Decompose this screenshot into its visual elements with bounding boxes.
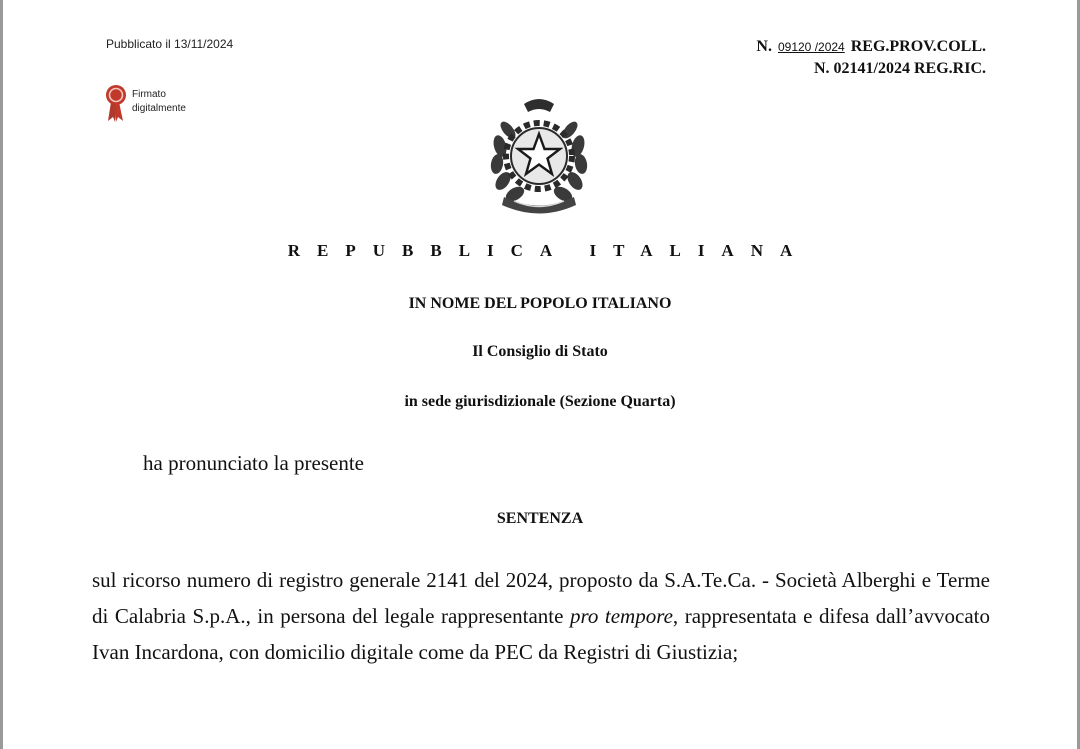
paragraph-italic: pro tempore [569,604,673,628]
digital-signature-badge [104,84,224,124]
reg-prov-line [756,36,986,58]
reg-prefix: N. [756,38,772,55]
paragraph-part-1: sul ricorso numero di registro generale 2141 del 2024, proposto da S.A.Te.Ca. - Società Alberghi e Terme di Calabria S.p.A., in persona del legale rappresentante [92,568,990,628]
registry-numbers [756,36,986,80]
popolo-heading: IN NOME DEL POPOLO ITALIANO [408,295,672,312]
sede-heading: in sede giurisdizionale (Sezione Quarta) [404,393,676,410]
italian-republic-emblem-icon [486,94,592,216]
reg-ric-line: N. 02141/2024 REG.RIC. [813,60,986,77]
ricorso-paragraph [92,562,990,670]
reg-prov-number: 09120 /2024 [777,40,845,54]
pronunciato-text: ha pronunciato la presente [143,451,364,475]
publication-date: Pubblicato il 13/11/2024 [106,37,234,51]
ribbon-seal-icon [104,84,128,124]
consiglio-heading: Il Consiglio di Stato [472,343,608,360]
republic-heading: REPUBBLICA ITALIANA [287,241,810,260]
sentenza-heading: SENTENZA [496,510,584,527]
signature-line-1: Firmato [132,89,166,100]
reg-prov-suffix: REG.PROV.COLL. [850,38,986,55]
signature-line-2: digitalmente [132,103,186,114]
paragraph-part-2: , rappresentata e difesa dall’avvocato Ivan Incardona, con domicilio digitale come da PEC da Registri di Giustizia; [92,604,990,664]
